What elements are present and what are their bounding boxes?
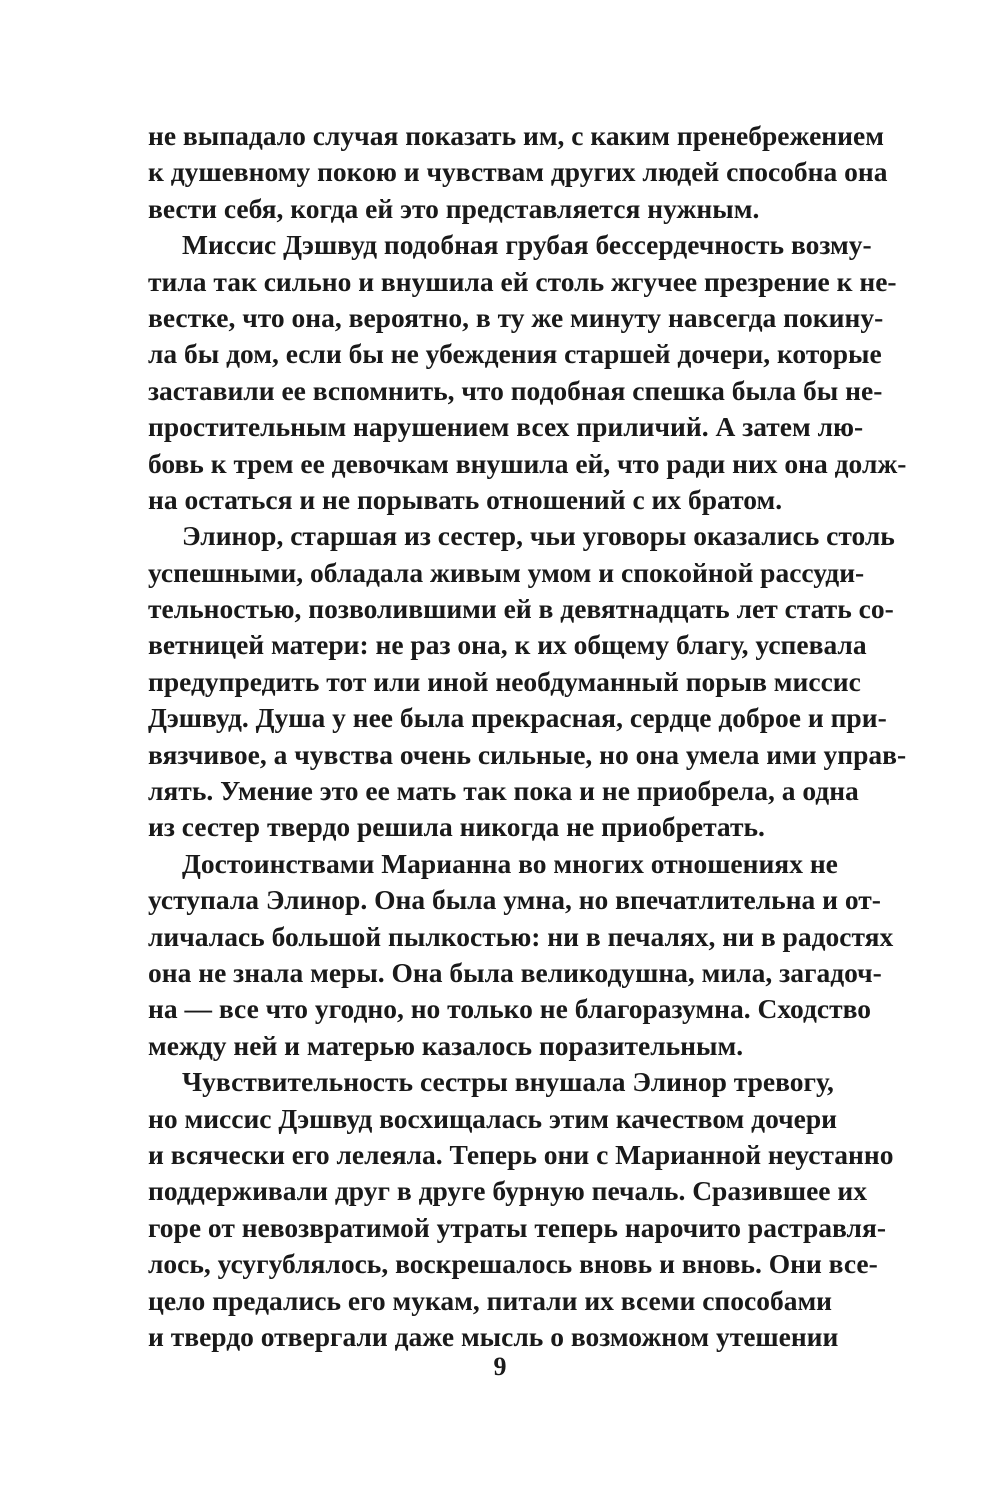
text-line: ла бы дом, если бы не убеждения старшей дочери, которые <box>148 338 882 370</box>
text-line: к душевному покою и чувствам других людей способна она <box>148 156 888 188</box>
text-line: заставили ее вспомнить, что подобная спешка была бы не- <box>148 374 883 406</box>
text-line: горе от невозвратимой утраты теперь нарочито растравля- <box>148 1211 886 1243</box>
text-line: уступала Элинор. Она была умна, но впечатлительна и от- <box>148 884 881 916</box>
text-line: тила так сильно и внушила ей столь жгучее презрение к не- <box>148 265 897 297</box>
body-text <box>148 118 907 1355</box>
text-line: личалась большой пылкостью: ни в печалях, ни в радостях <box>148 920 894 952</box>
text-line: она не знала меры. Она была великодушна, мила, загадоч- <box>148 956 882 988</box>
text-line: вестке, что она, вероятно, в ту же минуту навсегда покину- <box>148 301 884 333</box>
text-line: на остаться и не порывать отношений с их братом. <box>148 483 783 515</box>
text-line: тельностью, позволившими ей в девятнадцать лет стать со- <box>148 593 894 625</box>
text-line: между ней и матерью казалось поразительным. <box>148 1029 744 1061</box>
text-line: и всячески его лелеяла. Теперь они с Марианной неустанно <box>148 1138 894 1170</box>
page-number: 9 <box>493 1352 507 1381</box>
text-line: Миссис Дэшвуд подобная грубая бессердечность возму- <box>182 229 872 261</box>
text-line: Достоинствами Марианна во многих отношениях не <box>182 847 838 879</box>
text-line: и твердо отвергали даже мысль о возможном утешении <box>148 1320 839 1352</box>
text-line: из сестер твердо решила никогда не приобретать. <box>148 811 765 843</box>
text-line: вязчивое, а чувства очень сильные, но она умела ими управ- <box>148 738 907 770</box>
text-line: но миссис Дэшвуд восхищалась этим качеством дочери <box>148 1102 837 1134</box>
text-line: поддерживали друг в друге бурную печаль. Сразившее их <box>148 1175 867 1207</box>
text-line: лять. Умение это ее мать так пока и не приобрела, а одна <box>148 775 859 807</box>
text-line: ветницей матери: не раз она, к их общему благу, успевала <box>148 629 867 661</box>
text-line: успешными, обладала живым умом и спокойной рассуди- <box>148 556 865 588</box>
text-line: предупредить тот или иной необдуманный порыв миссис <box>148 665 861 697</box>
text-line: цело предались его мукам, питали их всеми способами <box>148 1284 833 1316</box>
text-line: Чувствительность сестры внушала Элинор тревогу, <box>182 1066 834 1098</box>
text-line: Дэшвуд. Душа у нее была прекрасная, сердце доброе и при- <box>148 702 887 734</box>
text-line: не выпадало случая показать им, с каким пренебрежением <box>148 120 884 151</box>
text-line: Элинор, старшая из сестер, чьи уговоры оказались столь <box>182 520 895 552</box>
text-line: вести себя, когда ей это представляется нужным. <box>148 192 760 224</box>
text-line: на — все что угодно, но только не благоразумна. Сходство <box>148 993 872 1025</box>
text-line: лось, усугублялось, воскрешалось вновь и вновь. Они все- <box>148 1248 878 1280</box>
text-line: бовь к трем ее девочкам внушила ей, что ради них она долж- <box>148 447 907 479</box>
text-line: простительным нарушением всех приличий. А затем лю- <box>148 411 864 443</box>
